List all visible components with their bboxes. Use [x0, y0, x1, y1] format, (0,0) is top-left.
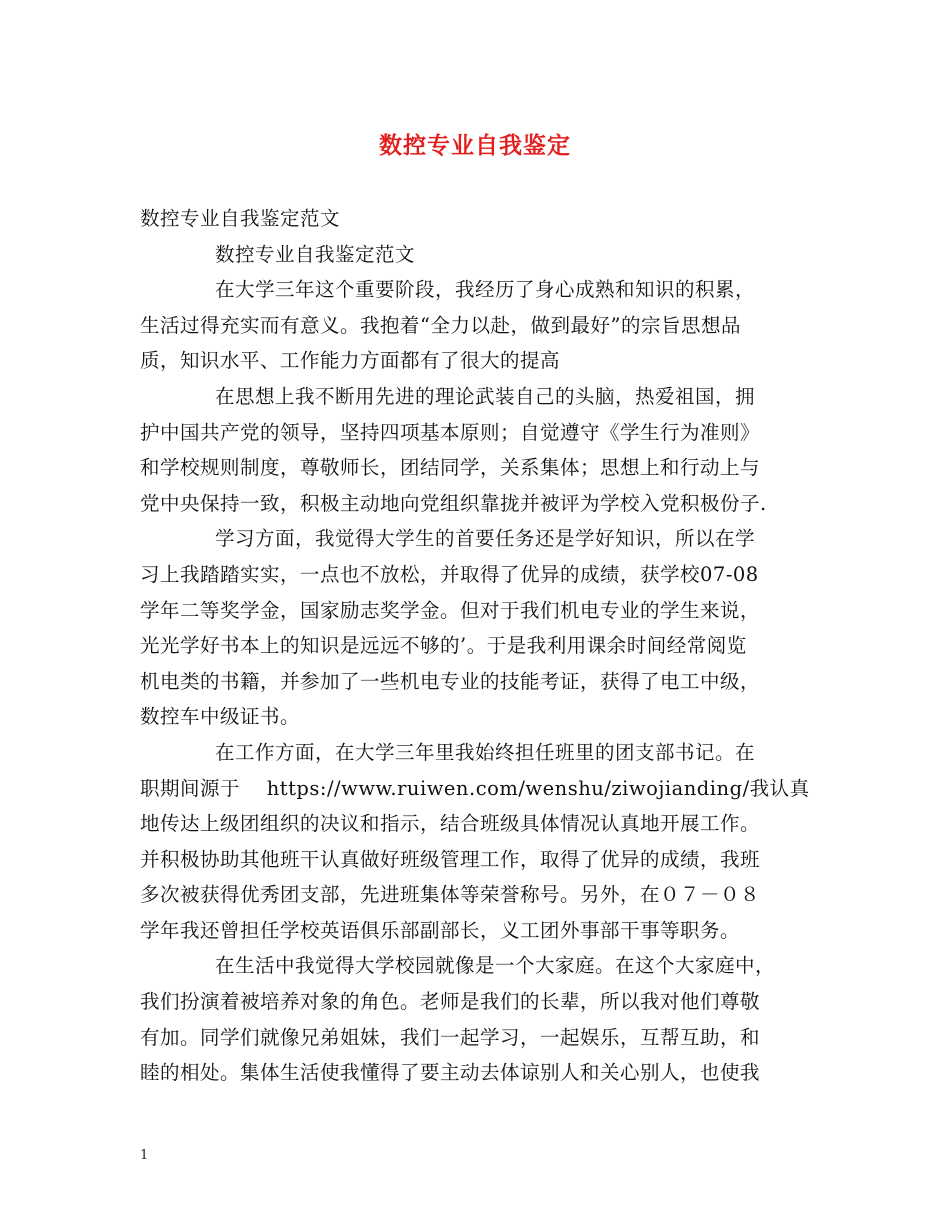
body-text-line: 光光学好书本上的知识是远远不够的’。于是我利用课余时间经常阅览: [140, 634, 747, 658]
body-text-line: 质，知识水平、工作能力方面都有了很大的提高: [140, 349, 561, 373]
body-text-line: 数控专业自我鉴定范文: [215, 242, 416, 266]
document-body: [140, 201, 830, 1091]
body-text-line: 机电类的书籍，并参加了一些机电专业的技能考证，获得了电工中级，: [140, 669, 761, 693]
body-text-line: 习上我踏踏实实，一点也不放松，并取得了优异的成绩，获学校07-08: [140, 562, 759, 586]
body-text-line: 在大学三年这个重要阶段，我经历了身心成熟和知识的积累，: [215, 278, 756, 302]
body-text-line: 学年二等奖学金，国家励志奖学金。但对于我们机电专业的学生来说，: [140, 598, 761, 622]
body-text-line: 并积极协助其他班干认真做好班级管理工作，取得了优异的成绩，我班: [140, 847, 761, 871]
body-text-line: 我们扮演着被培养对象的角色。老师是我们的长辈，所以我对他们尊敬: [140, 990, 761, 1014]
body-text-line: 睦的相处。集体生活使我懂得了要主动去体谅别人和关心别人，也使我: [140, 1061, 761, 1085]
body-text-line: 生活过得充实而有意义。我抱着“全力以赴，做到最好”的宗旨思想品: [140, 313, 741, 337]
body-text-line: 有加。同学们就像兄弟姐妹，我们一起学习，一起娱乐，互帮互助，和: [140, 1025, 761, 1049]
body-text-line: 多次被获得优秀团支部，先进班集体等荣誉称号。另外，在０７－０８: [140, 883, 761, 907]
document-title: 数控专业自我鉴定: [379, 132, 571, 159]
body-text-line: 数控车中级证书。: [140, 705, 301, 729]
body-text-line: 和学校规则制度，尊敬师长，团结同学，关系集体；思想上和行动上与: [140, 456, 761, 480]
body-text-line: 在工作方面，在大学三年里我始终担任班里的团支部书记。在: [215, 740, 756, 764]
body-text-line: 护中国共产党的领导，坚持四项基本原则；自觉遵守《学生行为准则》: [140, 420, 761, 444]
body-text-line: 在思想上我不断用先进的理论武装自己的头脑，热爱祖国，拥: [215, 384, 756, 408]
body-text-line: 职期间源于 https://www.ruiwen.com/wenshu/ziwojianding/我认真: [140, 776, 810, 800]
body-text-line: 学年我还曾担任学校英语俱乐部副部长，义工团外事部干事等职务。: [140, 918, 741, 942]
page-number: 1: [140, 1148, 149, 1163]
body-text-line: 党中央保持一致，积极主动地向党组织靠拢并被评为学校入党积极份子.: [140, 491, 767, 515]
body-text-line: 在生活中我觉得大学校园就像是一个大家庭。在这个大家庭中，: [215, 954, 776, 978]
body-text-line: 数控专业自我鉴定范文: [140, 207, 341, 230]
body-text-line: 地传达上级团组织的决议和指示，结合班级具体情况认真地开展工作。: [140, 812, 761, 836]
body-text-line: 学习方面，我觉得大学生的首要任务还是学好知识，所以在学: [215, 527, 756, 551]
